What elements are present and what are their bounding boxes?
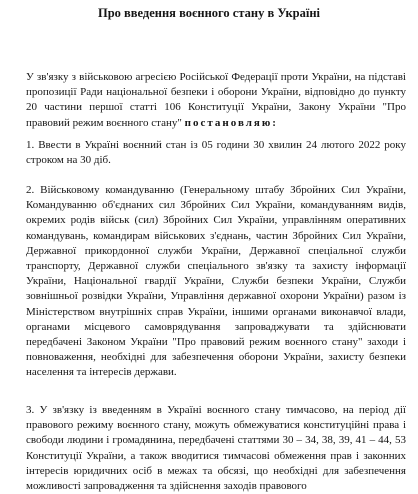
decree-word: постановляю: [184, 116, 278, 129]
document-title: Про введення воєнного стану в Україні [97, 6, 321, 20]
preamble-text: У зв'язку з військовою агресією Російської Федерації проти України, на підставі пропозиції Ради національної безпеки і оборони України, відповідно до пункту 20 частини першої статті 106 Конституції України, Закону України "Про правовий режим воєнного стану" [26, 71, 406, 129]
paragraph-item-2: 2. Військовому командуванню (Генеральному штабу Збройних Сил України, Командуванню об'єднаних сил Збройних Сил України, командуванням видів, окремих родів військ (сил) Збройних Сил України, управлінням оперативних командувань, командирам військових з'єднань, частин Збройних Сил України, Державної прикордонної служби України, Державної спеціальної служби транспорту, Державної служби спеціального зв'язку та захисту інформації України, Національної гвардії України, Служби безпеки України, Служби зовнішньої розвідки України, Управління державної охорони України) разом із Міністерством внутрішніх справ України, іншими органами виконавчої влади, органами місцевого самоврядування запроваджувати та здійснювати передбачені Законом України "Про правовий режим воєнного стану" заходи і повноваження, необхідні для забезпечення оборони України, захисту безпеки населення та інтересів держави. [26, 184, 406, 379]
preamble-paragraph [26, 70, 406, 131]
paragraph-item-3: 3. У зв'язку із введенням в Україні воєнного стану тимчасово, на період дії правового режиму воєнного стану, можуть обмежуватися конституційні права і свободи людини і громадянина, передбачені статтями 30 – 34, 38, 39, 41 – 44, 53 Конституції України, а також вводитися тимчасові обмеження прав і законних інтересів юридичних осіб в межах та обсязі, що необхідні для забезпечення можливості запровадження та здійснення заходів правового [26, 404, 406, 493]
paragraph-item-1: 1. Ввести в Україні воєнний стан із 05 години 30 хвилин 24 лютого 2022 року строком на 30 діб. [26, 139, 406, 167]
